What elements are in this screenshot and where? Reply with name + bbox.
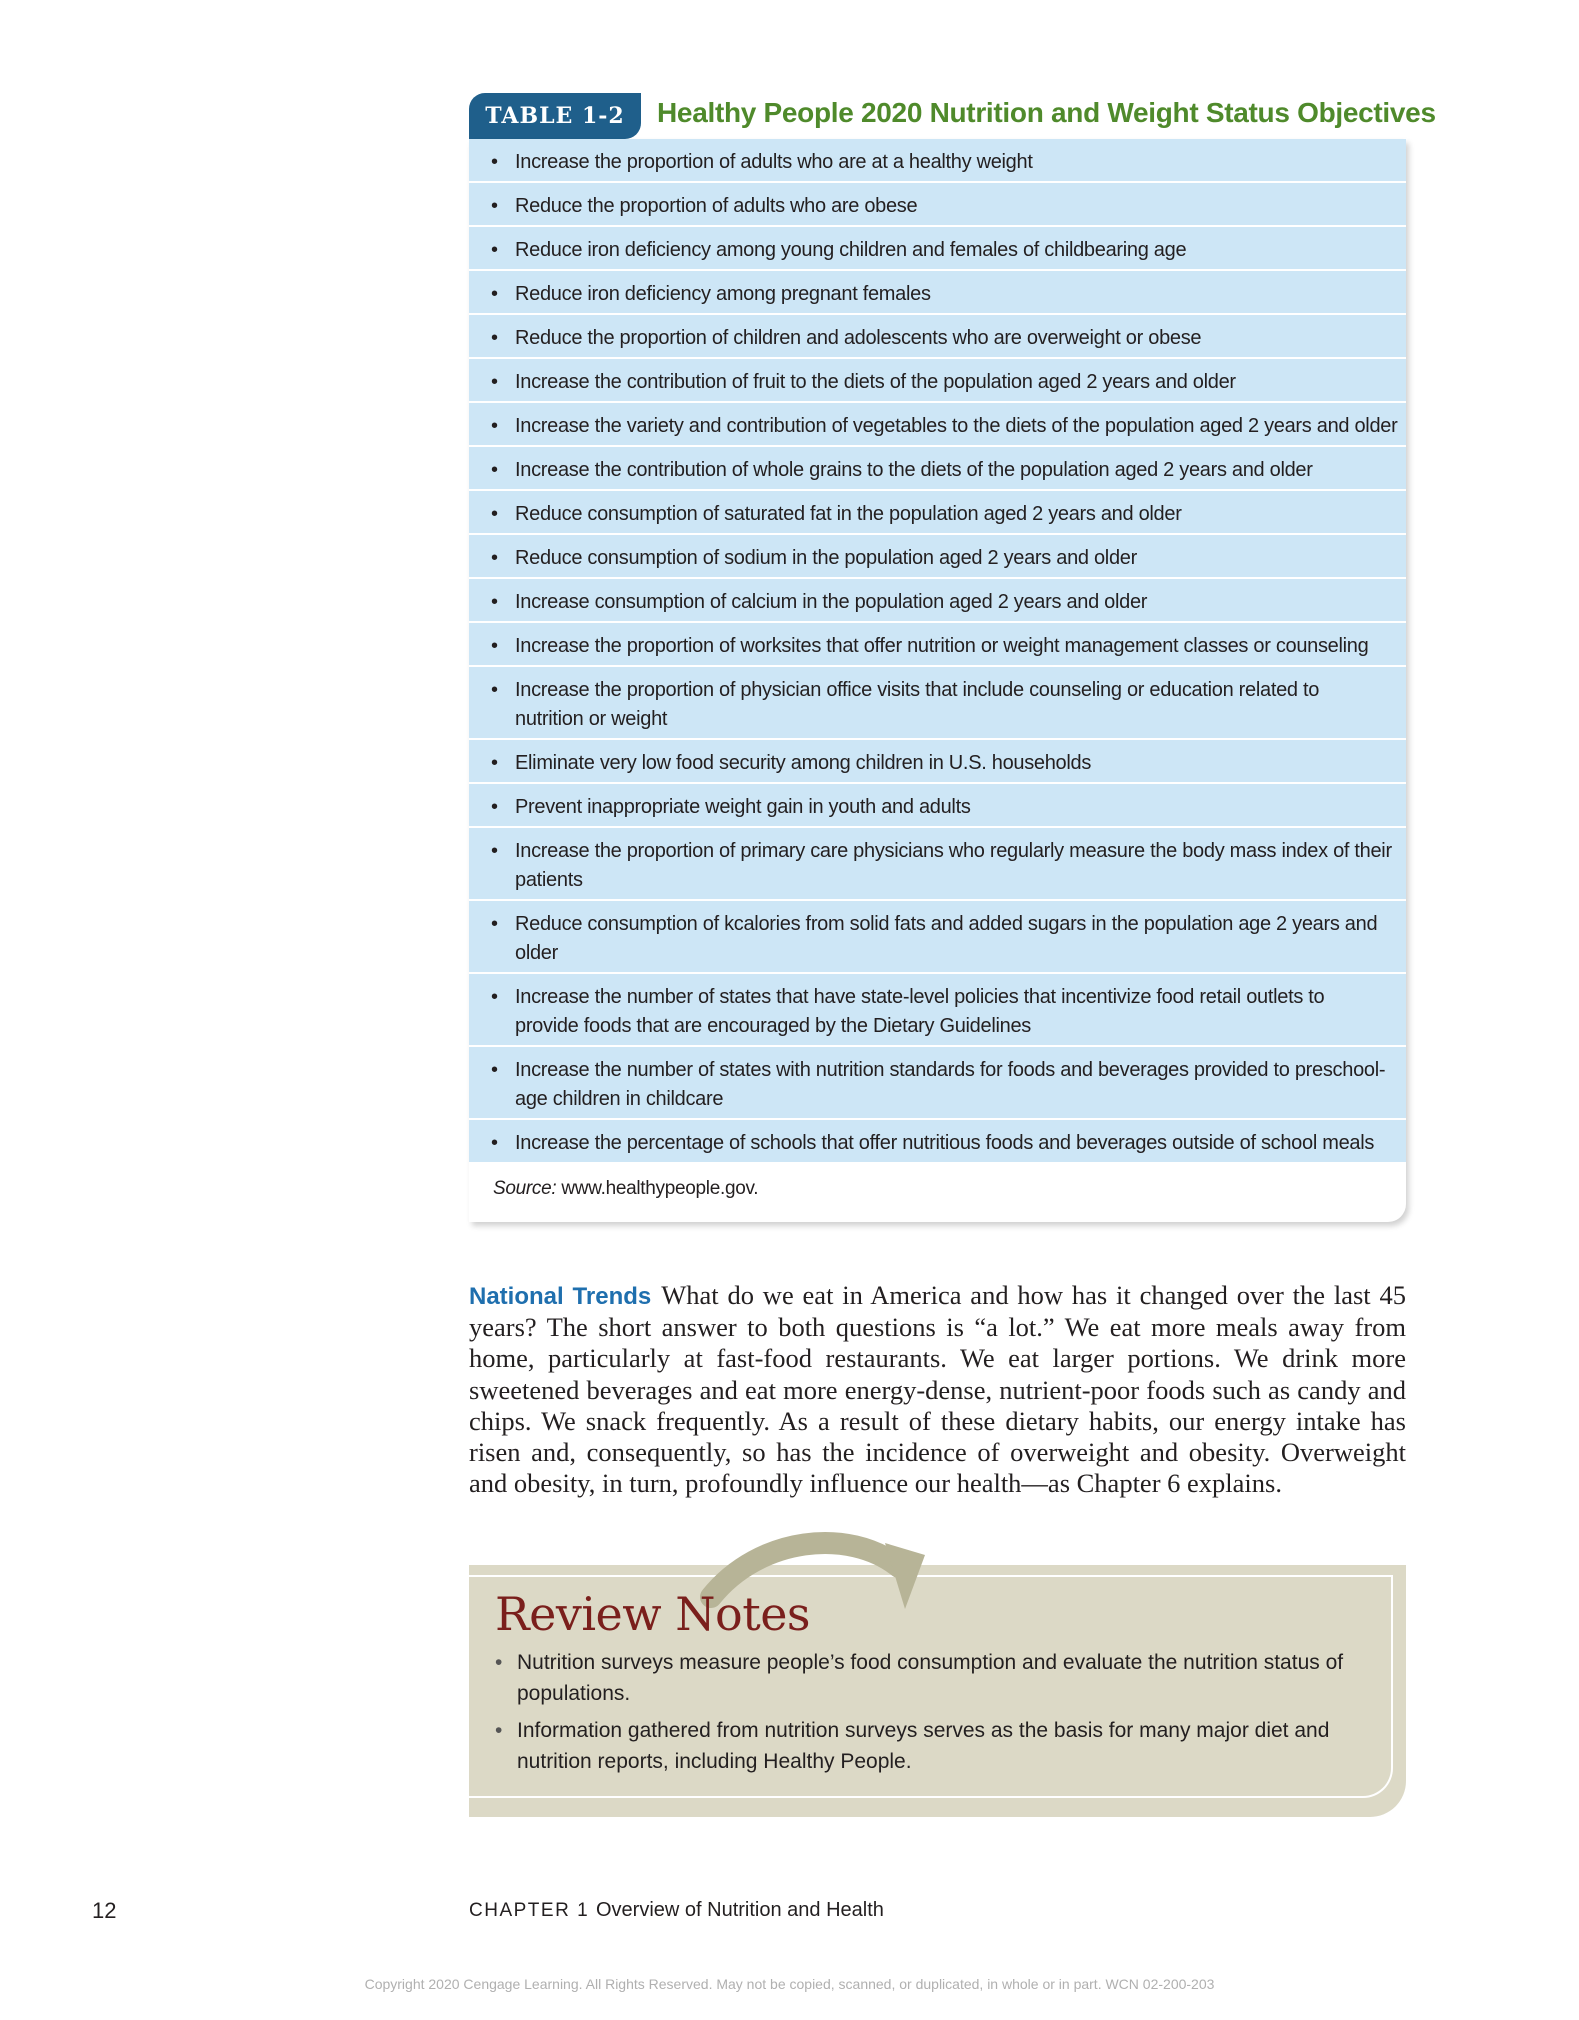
bullet: • bbox=[491, 679, 498, 701]
table-row-text: Reduce iron deficiency among pregnant females bbox=[515, 283, 931, 305]
bullet: • bbox=[491, 986, 498, 1008]
table-row-text: Increase the proportion of physician office visits that include counseling or education related to nutrition or weight bbox=[515, 679, 1320, 730]
table-source bbox=[469, 1164, 1406, 1222]
bullet: • bbox=[491, 371, 498, 393]
table-title: Healthy People 2020 Nutrition and Weight Status Objectives bbox=[657, 97, 1436, 128]
bullet: • bbox=[495, 1651, 503, 1674]
list-item-text: Nutrition surveys measure people’s food consumption and evaluate the nutrition status of populations. bbox=[517, 1651, 1344, 1705]
table-row bbox=[469, 359, 1406, 403]
table-row bbox=[469, 271, 1406, 315]
bullet: • bbox=[491, 913, 498, 935]
table-row-text: Increase the percentage of schools that offer nutritious foods and beverages outside of school meals bbox=[515, 1132, 1375, 1154]
list-item bbox=[495, 1715, 1375, 1777]
bullet: • bbox=[491, 283, 498, 305]
bullet: • bbox=[491, 151, 498, 173]
table-row bbox=[469, 403, 1406, 447]
table-row bbox=[469, 447, 1406, 491]
table-row bbox=[469, 667, 1406, 740]
table-row-text: Increase the number of states that have state-level policies that incentivize food retail outlets to provide foods that are encouraged by the Dietary Guidelines bbox=[515, 986, 1325, 1037]
source-link: www.healthypeople.gov. bbox=[561, 1178, 759, 1199]
list-item bbox=[495, 1647, 1375, 1709]
table-row-text: Reduce consumption of kcalories from solid fats and added sugars in the population age 2 years and older bbox=[515, 913, 1378, 964]
bullet: • bbox=[491, 752, 498, 774]
review-notes-list bbox=[495, 1647, 1375, 1783]
table-label: TABLE 1-2 bbox=[469, 93, 641, 139]
table-row bbox=[469, 740, 1406, 784]
bullet: • bbox=[491, 591, 498, 613]
bullet: • bbox=[491, 415, 498, 437]
table-row-text: Increase the contribution of fruit to the diets of the population aged 2 years and older bbox=[515, 371, 1236, 393]
paragraph-lead-heading: National Trends bbox=[469, 1283, 652, 1310]
table-row bbox=[469, 315, 1406, 359]
table-row-text: Increase the variety and contribution of vegetables to the diets of the population aged 2 years and older bbox=[515, 415, 1398, 437]
table-row bbox=[469, 623, 1406, 667]
table-row-text: Increase the proportion of adults who are at a healthy weight bbox=[515, 151, 1033, 173]
table-row-text: Increase the contribution of whole grains to the diets of the population aged 2 years and older bbox=[515, 459, 1313, 481]
table-row bbox=[469, 227, 1406, 271]
table-row-text: Reduce the proportion of adults who are obese bbox=[515, 195, 918, 217]
bullet: • bbox=[491, 1059, 498, 1081]
page-number: 12 bbox=[92, 1898, 117, 1923]
table-row bbox=[469, 1120, 1406, 1164]
bullet: • bbox=[491, 1132, 498, 1154]
table-row-text: Reduce the proportion of children and adolescents who are overweight or obese bbox=[515, 327, 1202, 349]
bullet: • bbox=[491, 547, 498, 569]
bullet: • bbox=[491, 195, 498, 217]
copyright-notice: Copyright 2020 Cengage Learning. All Rights Reserved. May not be copied, scanned, or duplicated, in whole or in part. WCN 02-200-203 bbox=[364, 1976, 1215, 1992]
table-body bbox=[469, 139, 1406, 1222]
table-row bbox=[469, 139, 1406, 183]
chapter-title: Overview of Nutrition and Health bbox=[596, 1899, 884, 1921]
table-row-text: Increase consumption of calcium in the population aged 2 years and older bbox=[515, 591, 1148, 613]
table-row-text: Increase the proportion of worksites that offer nutrition or weight management classes or counseling bbox=[515, 635, 1369, 657]
table-row bbox=[469, 828, 1406, 901]
table-row bbox=[469, 579, 1406, 623]
table-row-text: Increase the number of states with nutrition standards for foods and beverages provided to preschool-age children in childcare bbox=[515, 1059, 1386, 1110]
bullet: • bbox=[491, 796, 498, 818]
table-row bbox=[469, 901, 1406, 974]
list-item-text: Information gathered from nutrition surveys serves as the basis for many major diet and nutrition reports, including Healthy People. bbox=[517, 1719, 1330, 1773]
bullet: • bbox=[495, 1719, 503, 1742]
review-notes-box bbox=[469, 1565, 1406, 1817]
chapter-label: CHAPTER 1 bbox=[469, 1900, 590, 1921]
bullet: • bbox=[491, 840, 498, 862]
table-row-text: Prevent inappropriate weight gain in youth and adults bbox=[515, 796, 971, 818]
table-row-text: Reduce consumption of saturated fat in the population aged 2 years and older bbox=[515, 503, 1182, 525]
review-notes-title: Review Notes bbox=[495, 1587, 811, 1641]
table-row bbox=[469, 535, 1406, 579]
bullet: • bbox=[491, 239, 498, 261]
bullet: • bbox=[491, 459, 498, 481]
bullet: • bbox=[491, 635, 498, 657]
table-row bbox=[469, 183, 1406, 227]
table-row bbox=[469, 491, 1406, 535]
table-row-text: Reduce consumption of sodium in the population aged 2 years and older bbox=[515, 547, 1137, 569]
source-label: Source: bbox=[493, 1178, 557, 1199]
table-row bbox=[469, 784, 1406, 828]
table-row bbox=[469, 1047, 1406, 1120]
bullet: • bbox=[491, 503, 498, 525]
paragraph-text: What do we eat in America and how has it changed over the last 45 years? The short answer to both questions is “a lot.” We eat more meals away from home, particularly at fast-food restaurants. We eat larger portions. We drink more sweetened beverages and eat more energy-dense, nutrient-poor foods such as candy and chips. We snack frequently. As a result of these dietary habits, our energy intake has risen and, consequently, so has the incidence of overweight and obesity. Overweight and obesity, in turn, profoundly influence our health—as Chapter 6 explains. bbox=[469, 1280, 1406, 1499]
national-trends-paragraph bbox=[469, 1280, 1406, 1499]
table-row bbox=[469, 974, 1406, 1047]
table-row-text: Reduce iron deficiency among young children and females of childbearing age bbox=[515, 239, 1187, 261]
table-row-text: Increase the proportion of primary care physicians who regularly measure the body mass index of their patients bbox=[515, 840, 1392, 891]
table-row-text: Eliminate very low food security among children in U.S. households bbox=[515, 752, 1092, 774]
bullet: • bbox=[491, 327, 498, 349]
